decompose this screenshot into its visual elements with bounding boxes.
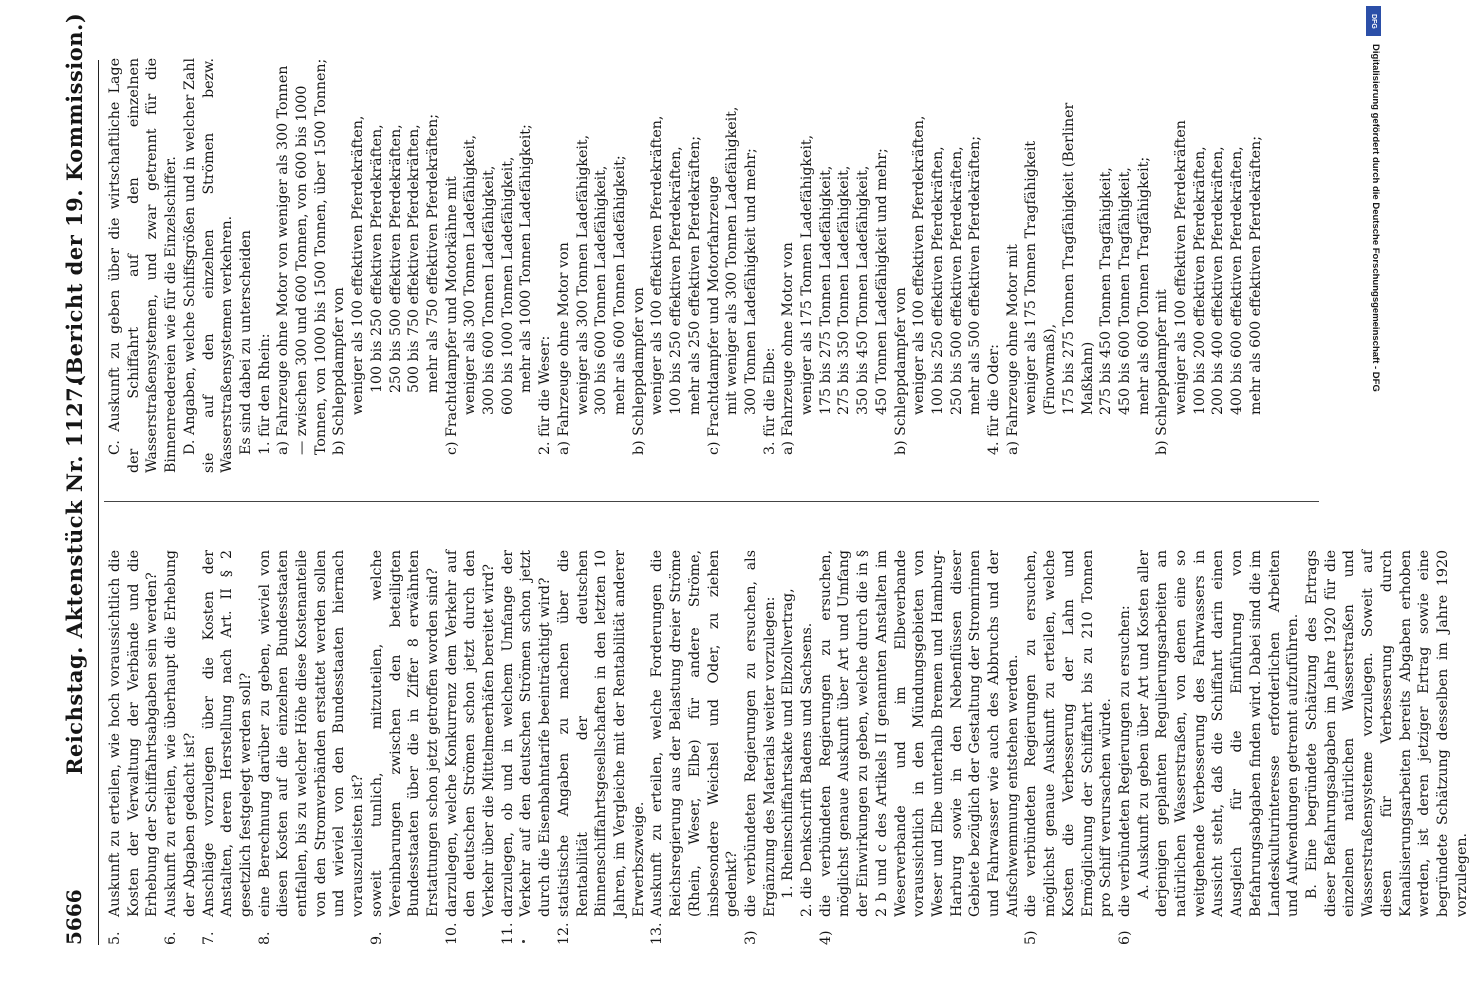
list-item [368,550,443,945]
text-line: 1. für den Rhein: [256,333,273,455]
item-text: darzulegen, welche Konkurrenz dem Verkehr auf den deutschen Strömen schon jetzt durch den Verkehr über die Mittelmeerhäfen bereitet wird? [443,550,498,917]
text-line: 175 bis 275 Tonnen Tragfähigkeit (Berliner Maßkahn) [1060,102,1096,415]
list-item [798,550,817,945]
list-item [256,550,368,945]
text-line: 175 bis 275 Tonnen Ladefähigkeit, [817,165,834,415]
text-line: weniger als 300 Tonnen Ladefähigkeit, [574,134,591,415]
text-line: b) Schleppdampfer mit [1154,289,1171,455]
text-line: b) Schleppdampfer von [331,287,348,455]
item-text: die verbündeten Regierungen zu ersuchen, möglichst genaue Auskunft zu erteilen, welche Kosten die Verbesserung der Lahn und Ermöglichung der Schiffahrt bis zu 210 Tonnen pro Schiff verursachen würde. [1023,550,1115,917]
text-line: b) Schleppdampfer von [892,287,909,455]
text-line: 2. für die Weser: [537,335,554,455]
text-line: 350 bis 450 Tonnen Ladefähigkeit, [855,165,872,415]
text-line: 450 Tonnen Ladefähigkeit und mehr; [873,148,890,415]
item-number: 8. [256,931,273,945]
text-line: 4. für die Oder: [986,344,1003,455]
text-line: 100 bis 250 effektiven Pferdekräften, [929,146,946,415]
item-text: soweit tunlich, mitzuteilen, welche Vereinbarungen zwischen den beteiligten Bundesstaaten über die in Ziffer 8 erwähnten Erstattungen schon jetzt getroffen worden sind? [368,550,441,917]
text-line: 400 bis 600 effektiven Pferdekräften, [1229,146,1246,415]
page-header [62,12,102,945]
list-item [648,550,742,945]
item-number: 6. [163,931,180,945]
item-text: Auskunft zu erteilen, wie überhaupt die Erhebung der Abgaben gedacht ist? [163,550,198,917]
text-line: mehr als 600 Tonnen Ladefähigkeit; [611,155,628,415]
text-line: mehr als 500 effektiven Pferdekräften; [967,136,984,415]
text-line: mehr als 1000 Tonnen Ladefähigkeit; [518,124,535,393]
list-item [200,550,256,945]
text-line: 100 bis 250 effektiven Pferdekräften, [668,146,685,415]
text-line: 3. für die Elbe: [761,347,778,455]
text-line: mehr als 250 effektiven Pferdekräften; [686,136,703,415]
dfg-logo: DFG [1366,6,1381,36]
item-text: Auskunft zu erteilen, welche Forderungen die Reichsregierung aus der Belastung dreier Ströme (Rhein, Weser, Elbe) für andere Ströme, insbesondere Weichsel und Oder, zu ziehen gedenkt? [649,550,741,917]
text-line: D. Angaben, welche Schiffsgrößen und in welcher Zahl sie auf den einzelnen Strömen bezw. Wasserstraßensystemen verkehren. [181,58,236,473]
text-line: weniger als 100 effektiven Pferdekräften [1173,120,1190,415]
text-line: a) Fahrzeuge ohne Motor von weniger als 300 Tonnen — zwischen 300 und 600 Tonnen, von 600 bis 1000 Tonnen, von 1000 bis 1500 Tonnen, über 1500 Tonnen; [275,58,329,455]
item-text: die verbündeten Regierungen zu ersuchen, als Ergänzung des Materials weiter vorzulegen: [742,550,778,917]
text-line: Es sind dabei zu unterscheiden [237,230,254,455]
text-line: 300 bis 600 Tonnen Ladefähigkeit, [593,165,610,415]
list-item [1022,550,1116,945]
text-line: C. Auskunft zu geben über die wirtschaftliche Lage der Schiffahrt auf den einzelnen Wasserstraßensystemen, und zwar getrennt für die Binnenreedereien wie für die Einzelschiffer. [107,58,180,473]
item-number [798,917,817,945]
text-line: 250 bis 500 effektiven Pferdekräften, [387,124,404,393]
item-number: 5. [107,931,123,945]
text-line: B. Eine begründete Schätzung des Ertrags dieser Befahrungsabgaben im Jahre 1920 für die einzelnen natürlichen Wasserstraßen und Wasserstraßensysteme vorzulegen. Soweit auf diesen für Verbesserung durch Kanalisierungsarbeiten bereits Abgaben erhoben werden, ist deren jetziger Ertrag sowie eine begründete Schätzung desselben im Jahre 1920 vorzulegen. [1304,550,1470,917]
text-line: A. Auskunft zu geben über Art und Kosten aller derjenigen geplanten Regulierungsarbeiten an natürlichen Wasserstraßen, von denen eine so weitgehende Verbesserung des Fahrwassers in Aussicht steht, daß die Schiffahrt darin einen Ausgleich für die Einführung von Befahrungsabgaben finden wird. Dabei sind die im Landeskulturinteresse erforderlichen Arbeiten und Aufwendungen getrennt aufzuführen. [1135,550,1302,917]
text-line: weniger als 300 Tonnen Ladefähigkeit, [462,134,479,415]
text-line: 275 bis 450 Tonnen Tragfähigkeit, [1098,167,1115,415]
page-number: 5666 [62,889,86,945]
text-line: 600 bis 1000 Tonnen Ladefähigkeit, [499,156,516,415]
item-number: 5) [1023,930,1040,945]
text-line: 300 bis 600 Tonnen Ladefähigkeit, [481,165,498,415]
text-line: weniger als 175 Tonnen Ladefähigkeit, [799,134,816,415]
document-title: Reichstag. Aktenstück Nr. 1127. [62,378,87,775]
digitization-note-container [1365,44,1381,824]
text-line: weniger als 100 effektiven Pferdekräften, [350,115,367,415]
item-text: 1. Rheinschiffahrtsakte und Elbzollvertrag, [780,588,797,899]
item-text: darzulegen, ob und in welchem Umfange der Verkehr auf den deutschen Strömen schon jetzt durch die Eisenbahntarife beeinträchtigt wird? [499,550,554,917]
scan-speck [522,940,525,943]
item-text: Auskunft zu erteilen, wie hoch voraussichtlich die Kosten der Verwaltung der Verbände und die Erhebung der Schiffahrtsabgaben sein werden? [107,550,161,917]
item-number: 3) [742,930,759,945]
text-line: 275 bis 350 Tonnen Ladefähigkeit, [836,165,853,415]
right-text-column [106,58,1266,473]
item-number [779,899,798,927]
text-line: mit weniger als 300 Tonnen Ladefähigkeit, [724,106,741,415]
list-item [443,550,499,945]
digitization-note: Digitalisierung gefördert durch die Deutsche Forschungsgemeinschaft - DFG [1370,44,1381,392]
text-line: a) Fahrzeuge ohne Motor von [555,242,572,455]
item-text: eine Berechnung darüber zu geben, wieviel von diesen Kosten auf die einzelnen Bundesstaaten entfallen, bis zu welcher Höhe diese Kostenanteile von den Stromverbänden erstattet werden sollen und wieviel von den Bundesstaaten hiernach vorauszuleisten ist? [256,550,367,917]
text-line: 500 bis 750 effektiven Pferdekräften, [406,124,423,393]
list-item [499,550,555,945]
text-line: a) Fahrzeuge ohne Motor mit [1004,244,1021,455]
item-number: 10. [443,922,460,945]
item-number: 13. [649,922,666,945]
text-line: 250 bis 500 effektiven Pferdekräften, [948,146,965,415]
text-line: mehr als 600 Tonnen Tragfähigkeit; [1135,156,1152,415]
text-line: 200 bis 400 effektiven Pferdekräften, [1210,146,1227,415]
item-number: 12. [555,922,572,945]
left-text-column [106,550,1471,945]
item-number: 6) [1116,930,1133,945]
text-line: 100 bis 250 effektiven Pferdekräften, [368,124,385,393]
text-line: weniger als 175 Tonnen Tragfähigkeit (Finowmaß), [1023,140,1059,415]
item-text: die verbündeten Regierungen zu ersuchen: [1116,605,1133,917]
list-item [1116,550,1135,945]
item-number: 9. [368,931,385,945]
text-line: c) Frachtdampfer und Motorkähne mit [443,176,460,455]
text-line: a) Fahrzeuge ohne Motor von [780,242,797,455]
text-line: b) Schleppdampfer von [630,287,647,455]
text-line: weniger als 100 effektiven Pferdekräften, [911,115,928,415]
item-number: 11. [499,922,516,945]
list-item [817,550,1023,945]
text-line: mehr als 600 effektiven Pferdekräften; [1247,136,1264,415]
list-item [742,550,779,945]
text-line: c) Frachtdampfer und Motorfahrzeuge [705,176,722,455]
text-line: 100 bis 200 effektiven Pferdekräften, [1191,146,1208,415]
text-line: 450 bis 600 Tonnen Tragfähigkeit, [1116,167,1133,415]
list-item [106,550,162,945]
column-divider [104,501,1319,502]
item-text: statistische Angaben zu machen über die Rentabilität der deutschen Binnenschiffahrtsgesellschaften in den letzten 10 Jahren, im Vergleiche mit der Rentabilität anderer Erwerbszweige. [555,550,647,917]
list-item [555,550,649,945]
document-subtitle: (Bericht der 19. Kommission.) [62,12,87,385]
text-line: mehr als 750 effektiven Pferdekräften; [424,114,441,393]
list-item [779,550,798,945]
item-number: 4) [817,930,834,945]
item-text: Anschläge vorzulegen über die Kosten der Anstalten, deren Herstellung nach Art. II § 2 gesetzlich festgelegt werden soll? [200,550,254,917]
list-item [162,550,199,945]
header-rule [98,60,99,945]
text-line: weniger als 100 effektiven Pferdekräften, [649,115,666,415]
item-text: 2. die Denkschrift Badens und Sachsens. [799,622,816,917]
text-line: 300 Tonnen Ladefähigkeit und mehr; [742,148,759,415]
item-number: 7. [200,931,217,945]
item-text: die verbündeten Regierungen zu ersuchen, möglichst genaue Auskunft über Art und Umfang der Einwirkungen zu geben, welche durch die in § 2 b und c des Artikels II genannten Anstalten im Weserverbande und im Elbeverbande voraussichtlich in den Mündungsgebieten von Weser und Elbe unterhalb Bremen und Hamburg-Harburg sowie in den Nebenflüssen dieser Gebiete bezüglich der Gestaltung der Stromrinnen und Fahrwasser wie auch des Abbruchs und der Aufschwemmung entstehen werden. [817,550,1021,917]
